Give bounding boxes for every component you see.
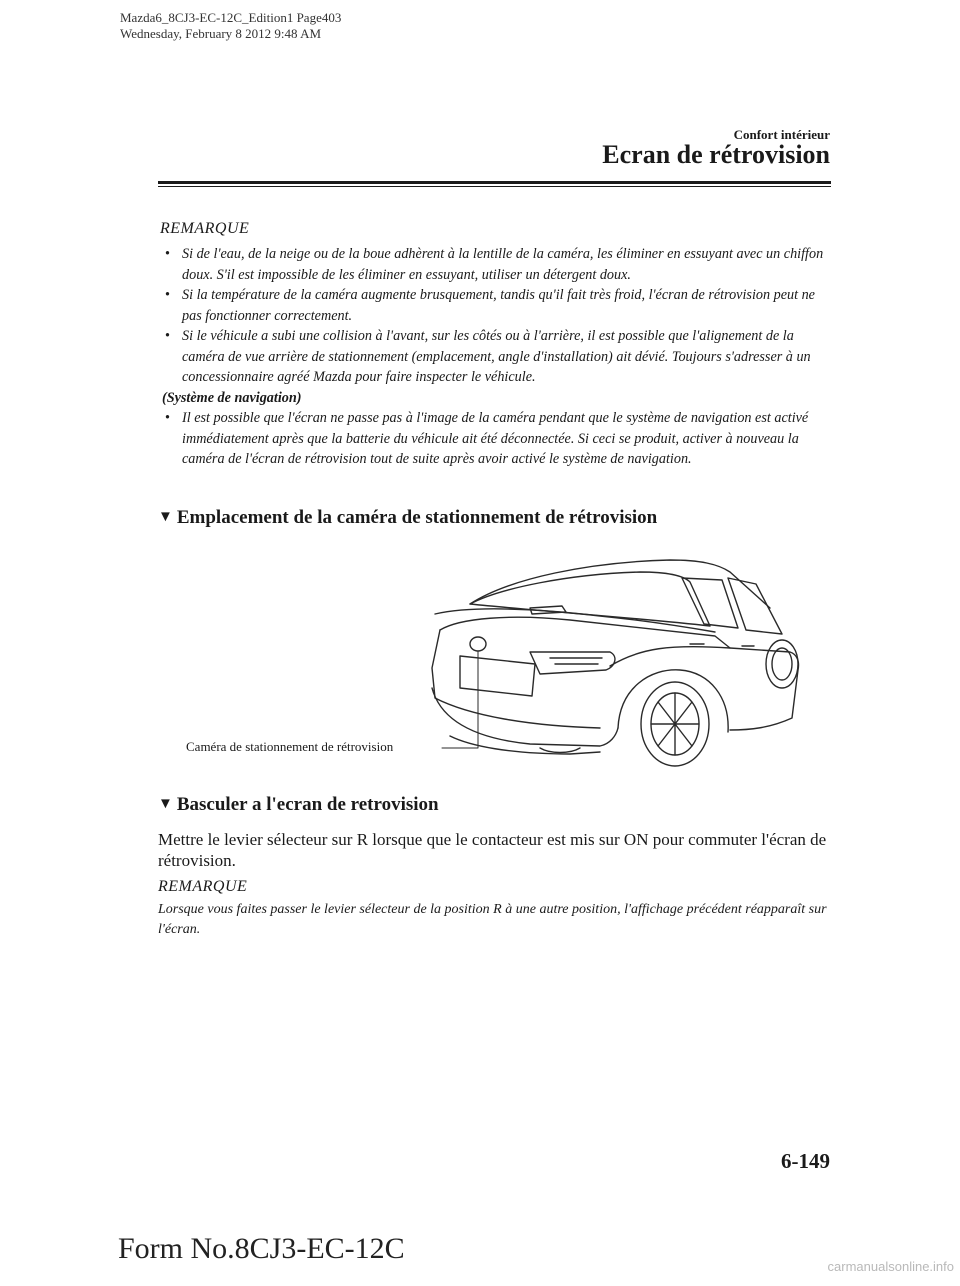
exhaust <box>540 748 580 753</box>
form-number: Form No.8CJ3-EC-12C <box>118 1232 405 1265</box>
page-title: Ecran de rétrovision <box>602 140 830 169</box>
side-window <box>728 578 782 634</box>
tail-light <box>530 652 615 674</box>
bullet-icon: • <box>165 328 170 344</box>
remark-heading-2: REMARQUE <box>158 878 248 895</box>
print-header-line2: Wednesday, February 8 2012 9:48 AM <box>120 26 322 41</box>
side-body <box>730 648 799 730</box>
remark-item-text: Il est possible que l'écran ne passe pas à l'image de la caméra pendant que le système de navigation est activé immédiatement après que la batterie du véhicule ait été déconnectée. Si ceci se produit, activer à nouveau la caméra de l'écran de rétrovision tout de suite après avoir activé le système de navigation. <box>182 410 809 467</box>
triangle-marker-icon: ▼ <box>158 795 173 812</box>
license-plate-recess <box>460 656 535 696</box>
tail-light-detail <box>550 658 602 664</box>
remark-heading: REMARQUE <box>160 220 250 237</box>
wheel-arch <box>618 670 728 732</box>
triangle-marker-icon: ▼ <box>158 508 173 525</box>
title-rule-thin <box>158 186 831 187</box>
front-rim <box>772 648 792 680</box>
remark-item-text: Si le véhicule a subi une collision à l'avant, sur les côtés ou à l'arrière, il est possible que l'alignement de la caméra de vue arrière de stationnement (emplacement, angle d'installation) ait dévié. Toujours s'adresser à un concessionnaire agréé Mazda pour faire inspecter le véhicule. <box>182 328 811 385</box>
car-roof <box>470 560 770 608</box>
remark-text-2: Lorsque vous faites passer le levier sélecteur de la position R à une autre position, l'affichage précédent réapparaît sur l'écran. <box>158 902 827 937</box>
switching-heading-text: Basculer a l'ecran de retrovision <box>176 794 439 815</box>
list-item <box>162 244 832 285</box>
camera-location-heading-text: Emplacement de la caméra de stationnement de rétrovision <box>176 507 658 528</box>
section-category: Confort intérieur <box>733 127 830 142</box>
watermark: carmanualsonline.info <box>827 1259 954 1274</box>
print-header <box>120 10 341 42</box>
remark-item-text: Si de l'eau, de la neige ou de la boue adhèrent à la lentille de la caméra, les éliminer en essuyant avec un chiffon doux. S'il est impossible de les éliminer en essuyant, utiliser un détergent doux. <box>182 246 824 283</box>
rear-camera-emblem <box>470 637 486 651</box>
print-header-line1: Mazda6_8CJ3-EC-12C_Edition1 Page403 <box>120 10 342 25</box>
front-wheel <box>766 640 798 688</box>
switching-body: Mettre le levier sélecteur sur R lorsque que le contacteur est mis sur ON pour commuter l'écran de rétrovision. <box>158 830 827 870</box>
remark-item-text: Si la température de la caméra augmente brusquement, tandis qu'il fait très froid, l'écran de rétrovision peut ne pas fonctionner correctement. <box>182 287 815 324</box>
title-rule <box>158 181 831 184</box>
camera-callout-label: Caméra de stationnement de rétrovision <box>186 739 394 754</box>
rear-bumper <box>432 688 618 746</box>
camera-location-heading <box>158 507 657 529</box>
page-number: 6-149 <box>781 1149 830 1173</box>
list-item <box>162 326 832 388</box>
switching-heading <box>158 794 439 816</box>
rim-spokes <box>651 693 699 755</box>
list-item <box>162 408 832 470</box>
car-body <box>432 630 600 728</box>
side-window <box>682 578 738 628</box>
remark-list <box>162 244 832 470</box>
bullet-icon: • <box>165 246 170 262</box>
bullet-icon: • <box>165 287 170 303</box>
bullet-icon: • <box>165 410 170 426</box>
list-item <box>162 285 832 326</box>
nav-subheading: (Système de navigation) <box>162 389 302 406</box>
